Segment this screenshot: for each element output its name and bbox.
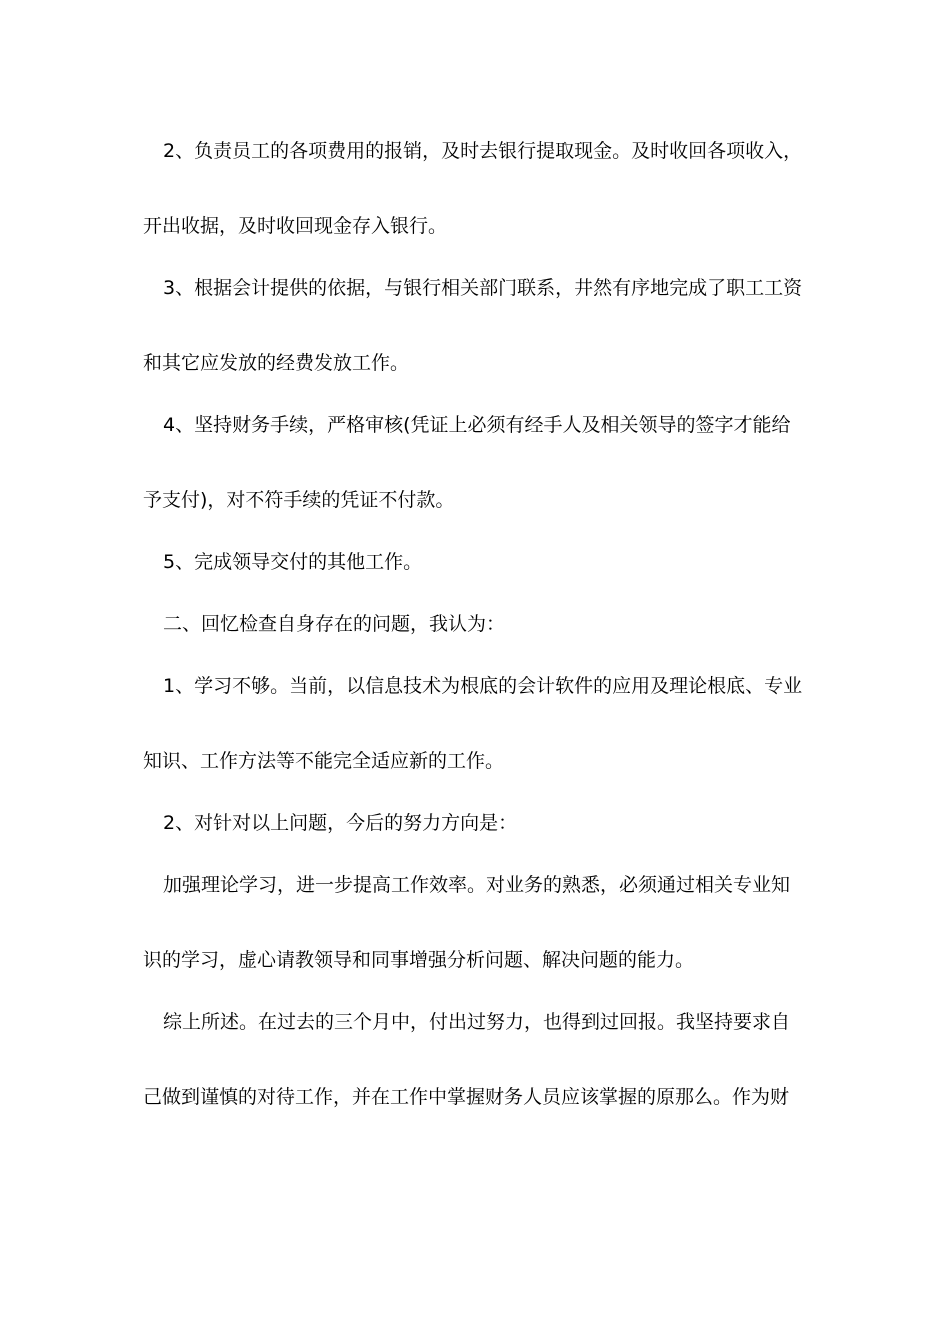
paragraph-line-12: 加强理论学习，进一步提高工作效率。对业务的熟悉，必须通过相关专业知 bbox=[163, 874, 791, 896]
paragraph-line-13: 识的学习，虚心请教领导和同事增强分析问题、解决问题的能力。 bbox=[143, 949, 695, 971]
paragraph-line-6: 予支付)，对不符手续的凭证不付款。 bbox=[143, 489, 455, 511]
section-heading: 二、回忆检查自身存在的问题，我认为： bbox=[163, 613, 506, 635]
paragraph-line-1: 2、负责员工的各项费用的报销，及时去银行提取现金。及时收回各项收入， bbox=[163, 140, 803, 162]
paragraph-line-9: 1、学习不够。当前，以信息技术为根底的会计软件的应用及理论根底、专业 bbox=[163, 675, 803, 697]
paragraph-line-15: 己做到谨慎的对待工作，并在工作中掌握财务人员应该掌握的原那么。作为财 bbox=[143, 1086, 790, 1108]
paragraph-line-10: 知识、工作方法等不能完全适应新的工作。 bbox=[143, 750, 505, 772]
paragraph-line-11: 2、对针对以上问题，今后的努力方向是： bbox=[163, 812, 518, 834]
paragraph-line-7: 5、完成领导交付的其他工作。 bbox=[163, 551, 423, 573]
paragraph-line-3: 3、根据会计提供的依据，与银行相关部门联系，井然有序地完成了职工工资 bbox=[163, 277, 803, 299]
paragraph-line-14: 综上所述。在过去的三个月中，付出过努力，也得到过回报。我坚持要求自 bbox=[163, 1011, 791, 1033]
paragraph-line-5: 4、坚持财务手续，严格审核(凭证上必须有经手人及相关领导的签字才能给 bbox=[163, 414, 791, 436]
paragraph-line-2: 开出收据，及时收回现金存入银行。 bbox=[143, 215, 448, 237]
paragraph-line-4: 和其它应发放的经费发放工作。 bbox=[143, 352, 410, 374]
